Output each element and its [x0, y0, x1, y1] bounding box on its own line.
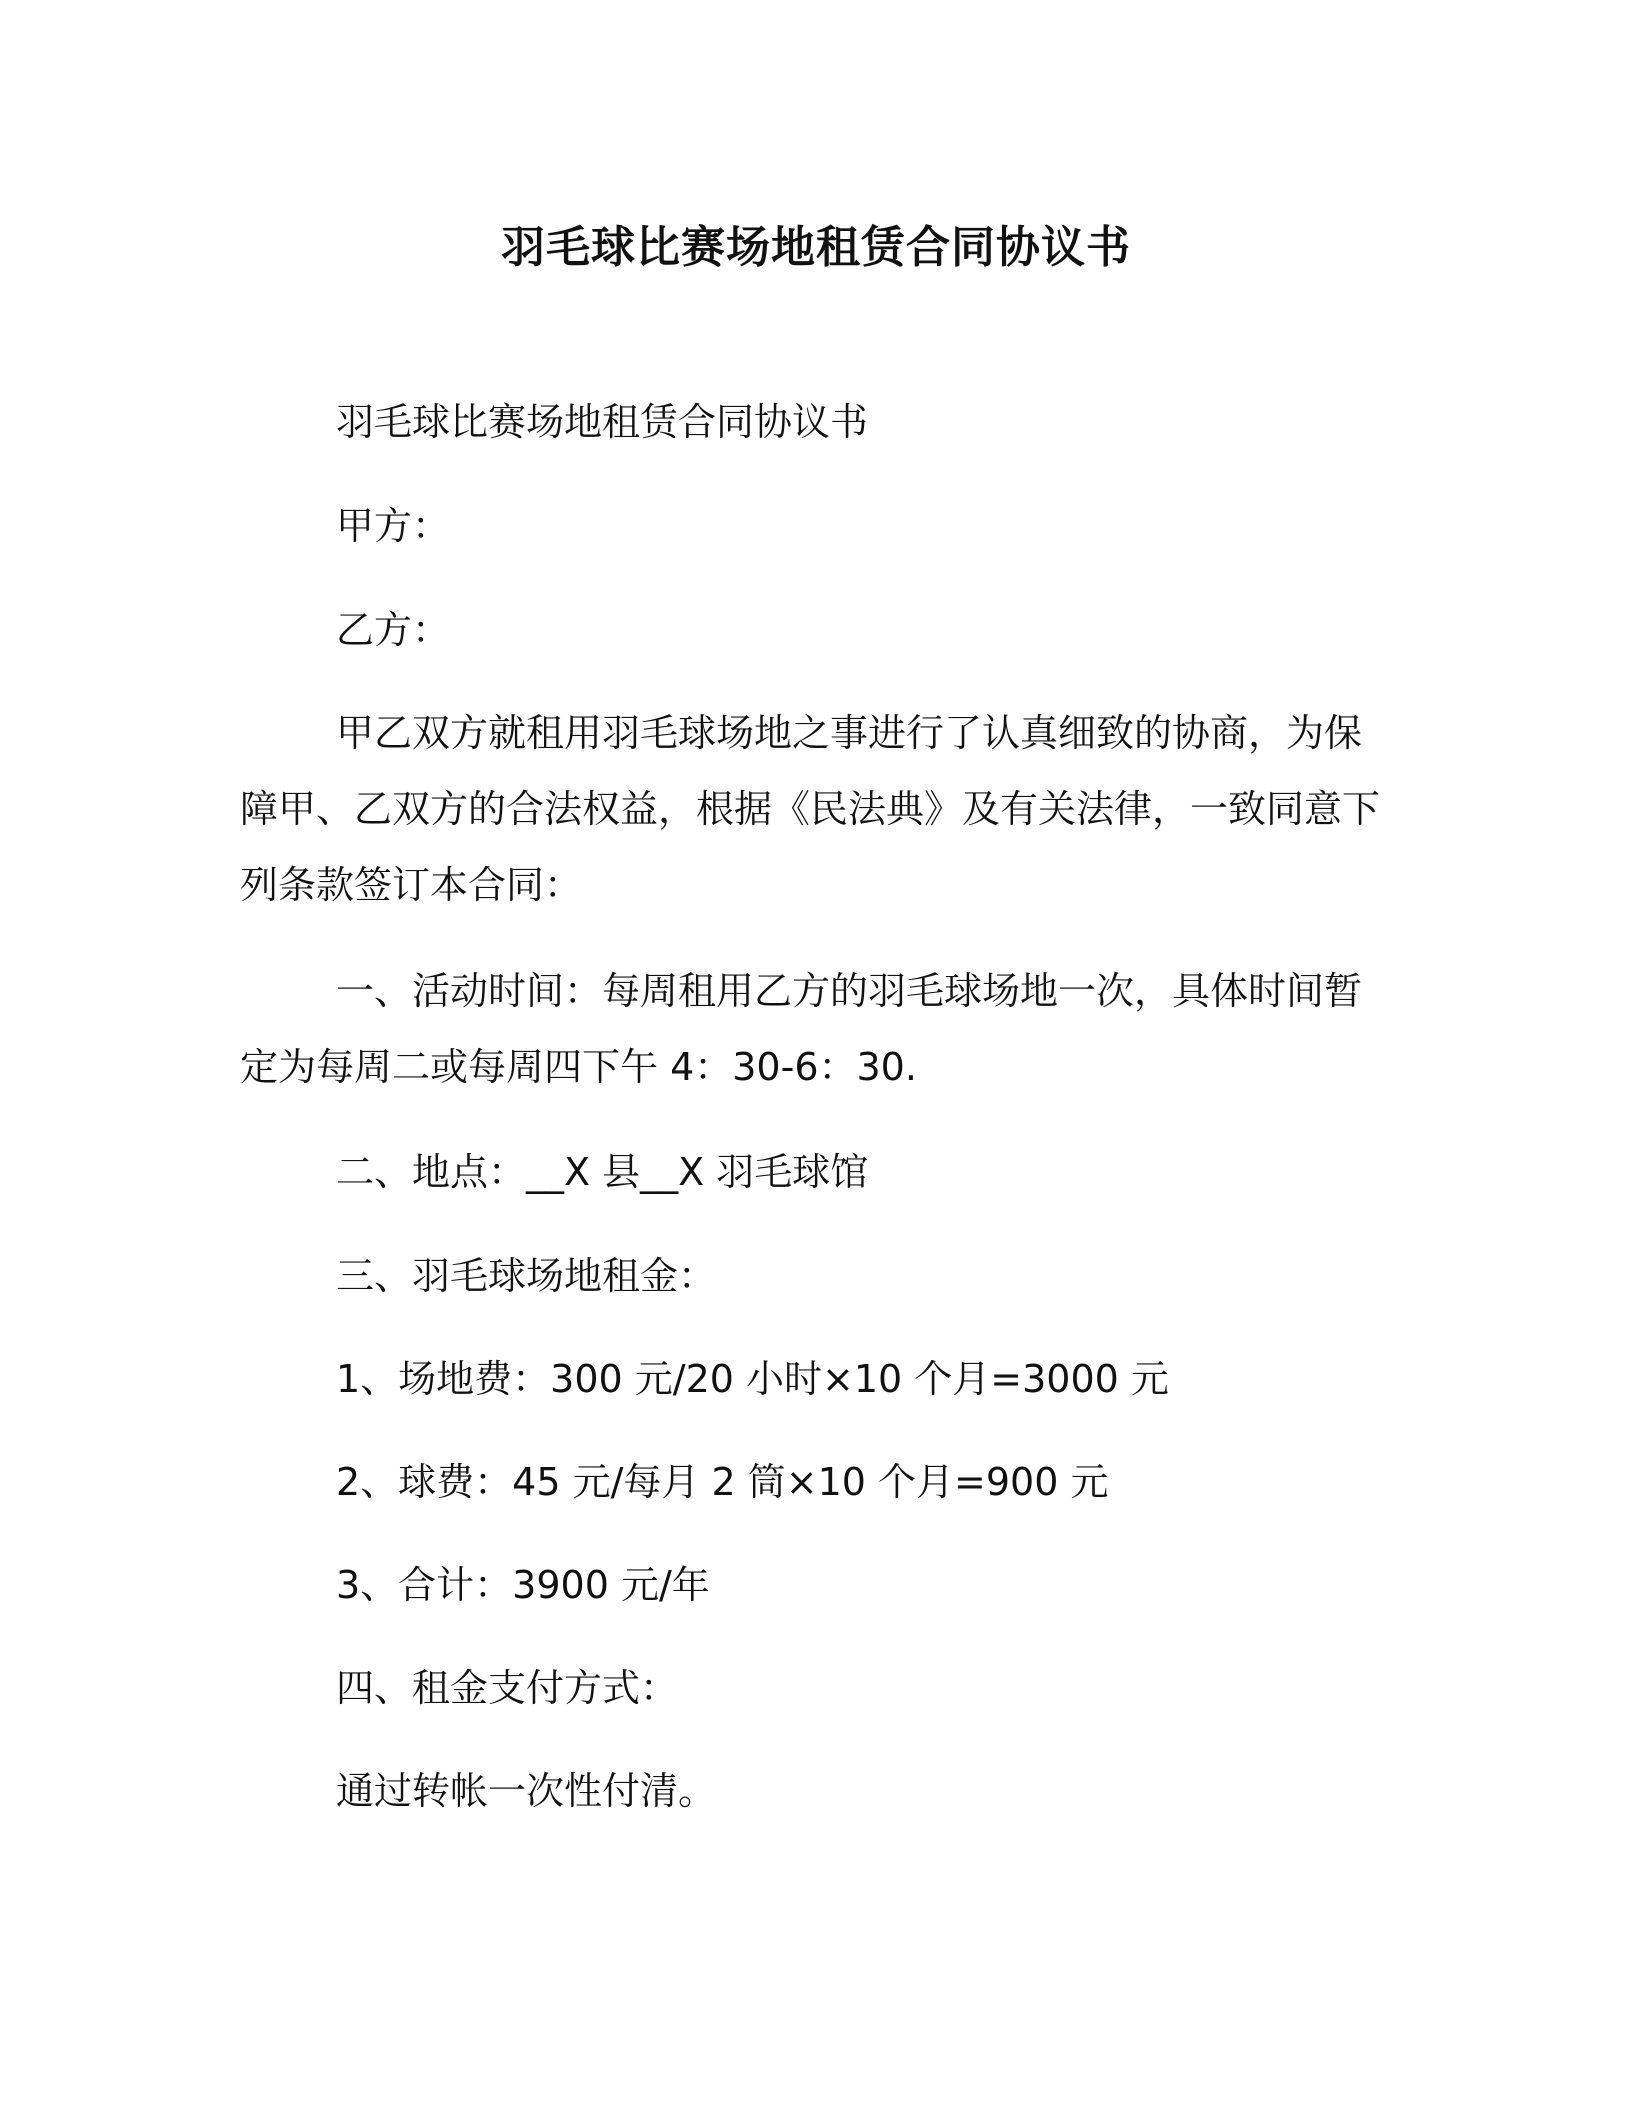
section-2-paragraph: 二、地点：__X 县__X 羽毛球馆 [336, 1150, 869, 1194]
document-subtitle: 羽毛球比赛场地租赁合同协议书 [336, 400, 869, 444]
payment-paragraph: 通过转帐一次性付清。 [336, 1769, 717, 1813]
party-a-line: 甲方： [336, 504, 451, 548]
fee-item-1: 1、场地费：300 元/20 小时×10 个月=3000 元 [336, 1357, 1169, 1401]
party-b-line: 乙方： [336, 608, 451, 652]
section-4-heading: 四、租金支付方式： [336, 1666, 679, 1710]
fee-item-2: 2、球费：45 元/每月 2 筒×10 个月=900 元 [336, 1460, 1109, 1504]
fee-item-3: 3、合计：3900 元/年 [336, 1563, 710, 1607]
section-3-heading: 三、羽毛球场地租金： [336, 1254, 717, 1298]
preamble-paragraph: 甲乙双方就租用羽毛球场地之事进行了认真细致的协商，为保障甲、乙双方的合法权益，根据《民法典》及有关法律，一致同意下列条款签订本合同： [240, 711, 1381, 907]
document-title: 羽毛球比赛场地租赁合同协议书 [501, 222, 1131, 273]
section-1-paragraph: 一、活动时间：每周租用乙方的羽毛球场地一次，具体时间暂定为每周二或每周四下午 4：30-6：30. [240, 969, 1363, 1089]
